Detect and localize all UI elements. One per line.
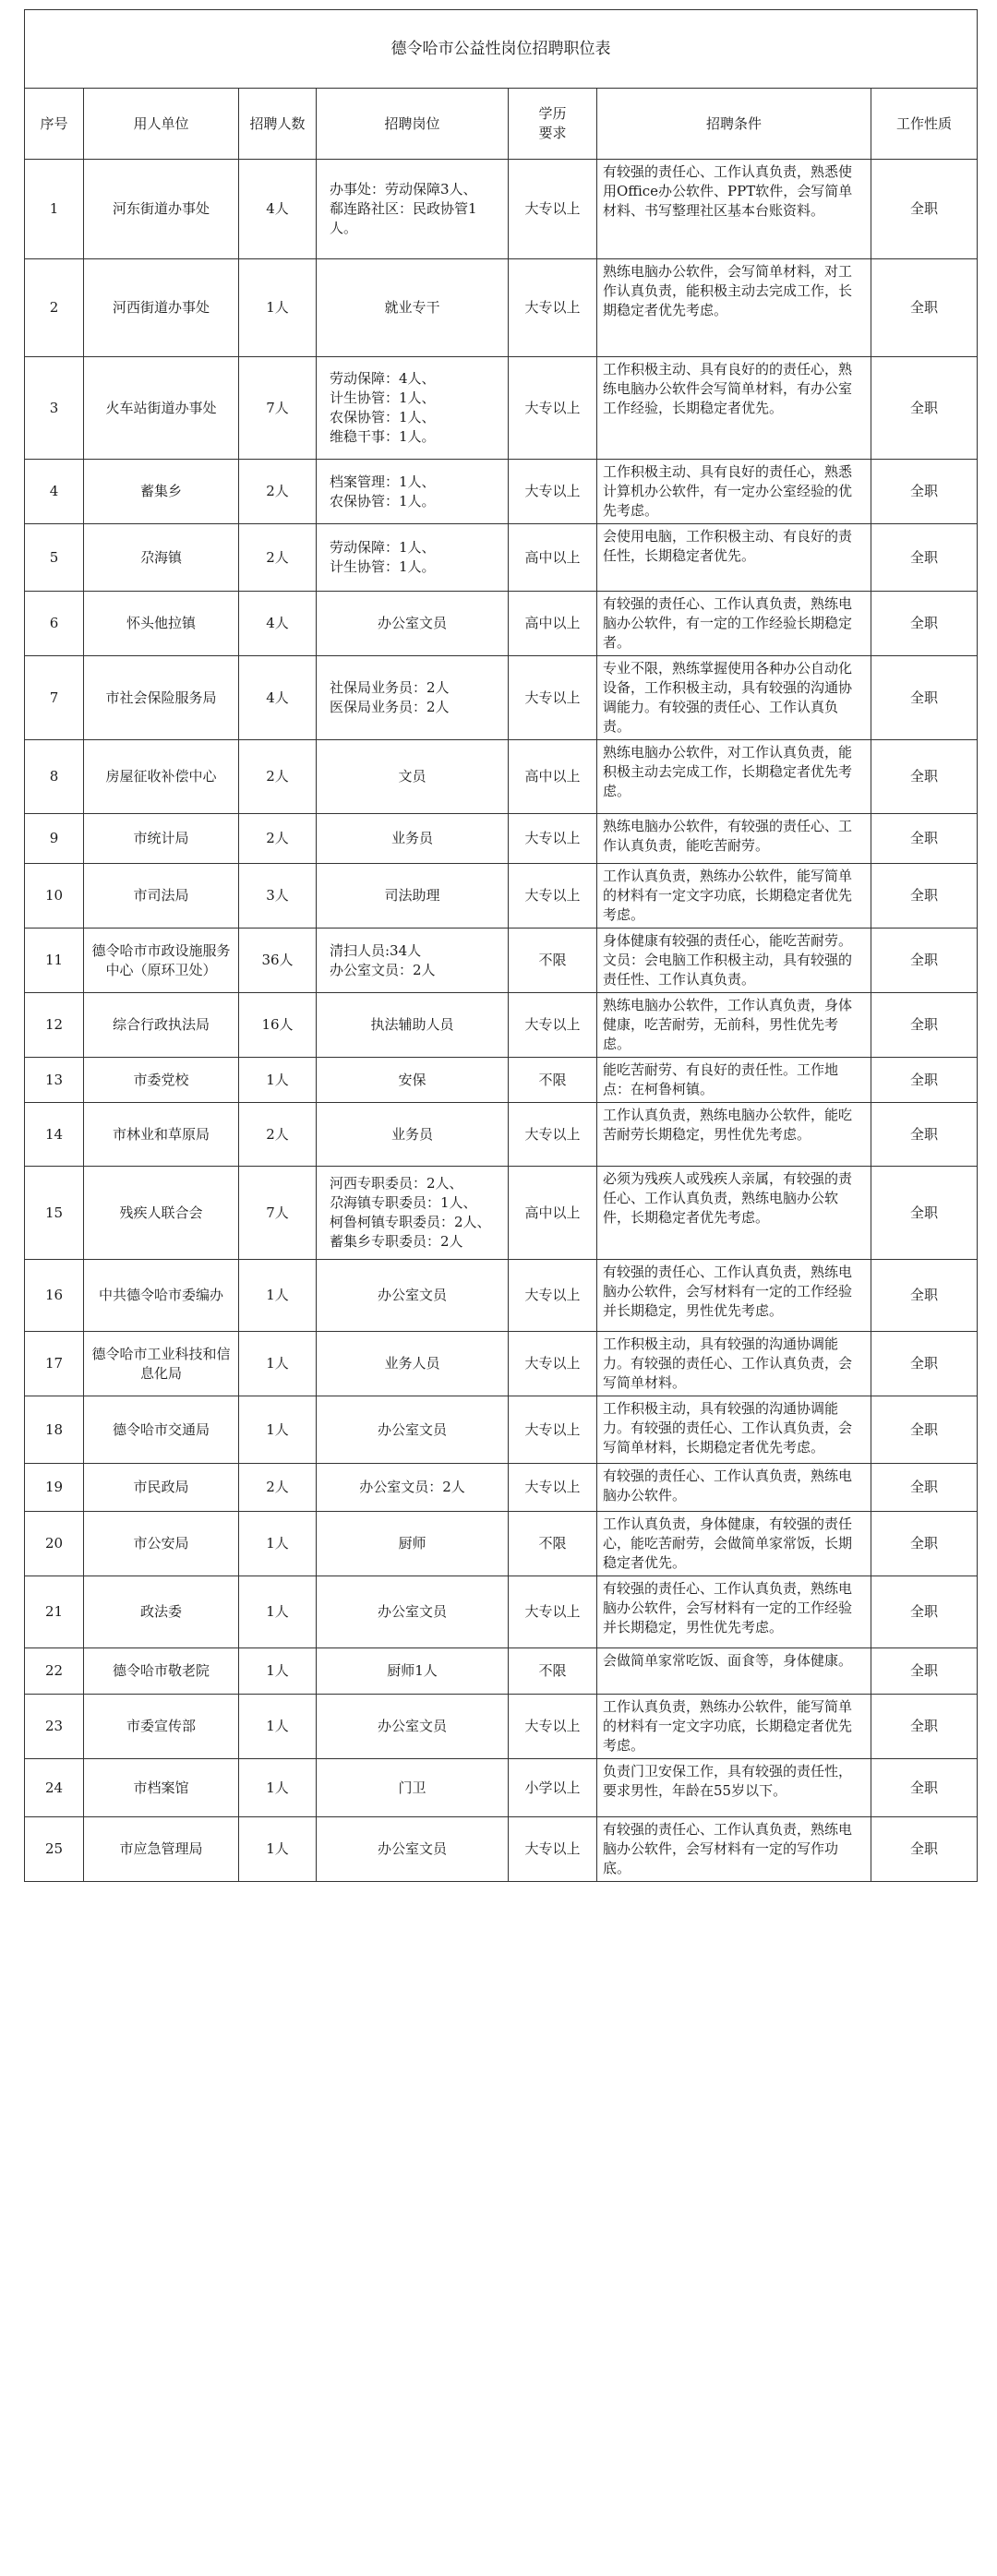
table-row [25, 993, 978, 1058]
cell-unit: 蓄集乡 [84, 460, 239, 524]
cell-condition: 会使用电脑，工作积极主动、有良好的责任性，长期稳定者优先。 [597, 524, 871, 592]
cell-work-type: 全职 [871, 1167, 978, 1260]
cell-unit: 德令哈市敬老院 [84, 1648, 239, 1695]
cell-post: 清扫人员:34人 办公室文员：2人 [317, 929, 509, 993]
cell-post: 办公室文员 [317, 1396, 509, 1464]
cell-condition: 身体健康有较强的责任心，能吃苦耐劳。文员：会电脑工作积极主动，具有较强的责任性、工作认真负责。 [597, 929, 871, 993]
cell-condition: 熟练电脑办公软件，工作认真负责，身体健康，吃苦耐劳，无前科，男性优先考虑。 [597, 993, 871, 1058]
cell-post: 执法辅助人员 [317, 993, 509, 1058]
header-seq: 序号 [25, 89, 84, 160]
cell-count: 1人 [239, 1260, 317, 1332]
cell-post: 门卫 [317, 1759, 509, 1817]
cell-count: 1人 [239, 1759, 317, 1817]
cell-edu: 不限 [509, 929, 597, 993]
cell-post: 办公室文员 [317, 1817, 509, 1882]
cell-unit: 市林业和草原局 [84, 1103, 239, 1167]
cell-seq: 12 [25, 993, 84, 1058]
cell-count: 4人 [239, 592, 317, 656]
cell-work-type: 全职 [871, 814, 978, 864]
cell-condition: 工作认真负责，熟练电脑办公软件，能吃苦耐劳长期稳定，男性优先考虑。 [597, 1103, 871, 1167]
cell-unit: 房屋征收补偿中心 [84, 740, 239, 814]
cell-count: 1人 [239, 1332, 317, 1396]
cell-unit: 德令哈市工业科技和信息化局 [84, 1332, 239, 1396]
cell-edu: 大专以上 [509, 1260, 597, 1332]
table-row [25, 1464, 978, 1512]
header-cond: 招聘条件 [597, 89, 871, 160]
cell-unit: 综合行政执法局 [84, 993, 239, 1058]
cell-count: 7人 [239, 357, 317, 460]
cell-edu: 大专以上 [509, 656, 597, 740]
table-row [25, 814, 978, 864]
cell-seq: 9 [25, 814, 84, 864]
cell-edu: 高中以上 [509, 524, 597, 592]
cell-post: 办公室文员：2人 [317, 1464, 509, 1512]
cell-unit: 中共德令哈市委编办 [84, 1260, 239, 1332]
cell-condition: 能吃苦耐劳、有良好的责任性。工作地点：在柯鲁柯镇。 [597, 1058, 871, 1103]
cell-unit: 火车站街道办事处 [84, 357, 239, 460]
cell-count: 1人 [239, 1695, 317, 1759]
cell-seq: 1 [25, 160, 84, 259]
cell-count: 1人 [239, 1058, 317, 1103]
cell-edu: 大专以上 [509, 357, 597, 460]
cell-seq: 23 [25, 1695, 84, 1759]
cell-count: 2人 [239, 814, 317, 864]
cell-work-type: 全职 [871, 1695, 978, 1759]
cell-condition: 有较强的责任心、工作认真负责，熟练电脑办公软件，有一定的工作经验长期稳定者。 [597, 592, 871, 656]
cell-seq: 13 [25, 1058, 84, 1103]
cell-work-type: 全职 [871, 1817, 978, 1882]
cell-seq: 8 [25, 740, 84, 814]
cell-seq: 25 [25, 1817, 84, 1882]
cell-post: 档案管理：1人、 农保协管：1人。 [317, 460, 509, 524]
cell-condition: 熟练电脑办公软件，对工作认真负责，能积极主动去完成工作，长期稳定者优先考虑。 [597, 740, 871, 814]
table-row [25, 1759, 978, 1817]
cell-unit: 德令哈市市政设施服务中心（原环卫处） [84, 929, 239, 993]
cell-unit: 市统计局 [84, 814, 239, 864]
cell-work-type: 全职 [871, 929, 978, 993]
cell-work-type: 全职 [871, 259, 978, 357]
cell-seq: 10 [25, 864, 84, 929]
cell-work-type: 全职 [871, 1648, 978, 1695]
table-row [25, 740, 978, 814]
cell-condition: 工作认真负责，熟练办公软件，能写简单的材料有一定文字功底，长期稳定者优先考虑。 [597, 1695, 871, 1759]
cell-edu: 大专以上 [509, 1103, 597, 1167]
cell-post: 文员 [317, 740, 509, 814]
cell-unit: 市社会保险服务局 [84, 656, 239, 740]
cell-post: 业务员 [317, 814, 509, 864]
cell-unit: 政法委 [84, 1576, 239, 1648]
header-type: 工作性质 [871, 89, 978, 160]
cell-edu: 高中以上 [509, 592, 597, 656]
cell-work-type: 全职 [871, 357, 978, 460]
cell-unit: 市应急管理局 [84, 1817, 239, 1882]
cell-condition: 会做简单家常吃饭、面食等，身体健康。 [597, 1648, 871, 1695]
cell-seq: 19 [25, 1464, 84, 1512]
cell-count: 2人 [239, 460, 317, 524]
cell-count: 2人 [239, 524, 317, 592]
cell-seq: 14 [25, 1103, 84, 1167]
cell-condition: 工作积极主动、具有良好的责任心，熟悉计算机办公软件，有一定办公室经验的优先考虑。 [597, 460, 871, 524]
cell-post: 办公室文员 [317, 1695, 509, 1759]
cell-seq: 3 [25, 357, 84, 460]
cell-work-type: 全职 [871, 524, 978, 592]
cell-condition: 工作认真负责，身体健康，有较强的责任心，能吃苦耐劳，会做简单家常饭，长期稳定者优先。 [597, 1512, 871, 1576]
cell-seq: 2 [25, 259, 84, 357]
cell-unit: 德令哈市交通局 [84, 1396, 239, 1464]
table-row [25, 864, 978, 929]
cell-post: 办公室文员 [317, 1576, 509, 1648]
cell-count: 1人 [239, 1512, 317, 1576]
header-edu: 学历 要求 [509, 89, 597, 160]
cell-unit: 河东街道办事处 [84, 160, 239, 259]
cell-work-type: 全职 [871, 1332, 978, 1396]
cell-condition: 工作积极主动，具有较强的沟通协调能力。有较强的责任心、工作认真负责，会写简单材料。 [597, 1332, 871, 1396]
cell-work-type: 全职 [871, 1058, 978, 1103]
cell-count: 7人 [239, 1167, 317, 1260]
cell-edu: 大专以上 [509, 864, 597, 929]
header-post: 招聘岗位 [317, 89, 509, 160]
cell-post: 河西专职委员：2人、 尕海镇专职委员：1人、 柯鲁柯镇专职委员：2人、 蓄集乡专职委员：2人 [317, 1167, 509, 1260]
cell-seq: 21 [25, 1576, 84, 1648]
cell-edu: 大专以上 [509, 1695, 597, 1759]
cell-condition: 必须为残疾人或残疾人亲属，有较强的责任心、工作认真负责，熟练电脑办公软件，长期稳定者优先考虑。 [597, 1167, 871, 1260]
table-row [25, 259, 978, 357]
cell-work-type: 全职 [871, 1103, 978, 1167]
cell-seq: 24 [25, 1759, 84, 1817]
cell-work-type: 全职 [871, 1576, 978, 1648]
table-body [25, 160, 978, 1882]
table-row [25, 1695, 978, 1759]
cell-condition: 有较强的责任心、工作认真负责，熟悉使用Office办公软件、PPT软件，会写简单材料、书写整理社区基本台账资料。 [597, 160, 871, 259]
cell-edu: 不限 [509, 1058, 597, 1103]
cell-work-type: 全职 [871, 993, 978, 1058]
cell-post: 办事处：劳动保障3人、 郗连路社区：民政协管1 人。 [317, 160, 509, 259]
cell-unit: 残疾人联合会 [84, 1167, 239, 1260]
cell-work-type: 全职 [871, 1759, 978, 1817]
cell-edu: 大专以上 [509, 1817, 597, 1882]
cell-seq: 4 [25, 460, 84, 524]
table-row [25, 1512, 978, 1576]
cell-seq: 16 [25, 1260, 84, 1332]
cell-count: 3人 [239, 864, 317, 929]
cell-unit: 尕海镇 [84, 524, 239, 592]
table-row [25, 1103, 978, 1167]
table-row [25, 160, 978, 259]
cell-work-type: 全职 [871, 864, 978, 929]
cell-count: 16人 [239, 993, 317, 1058]
header-unit: 用人单位 [84, 89, 239, 160]
cell-condition: 专业不限，熟练掌握使用各种办公自动化设备，工作积极主动，具有较强的沟通协调能力。有较强的责任心、工作认真负责。 [597, 656, 871, 740]
cell-edu: 大专以上 [509, 259, 597, 357]
table-row [25, 1167, 978, 1260]
table-row [25, 656, 978, 740]
cell-work-type: 全职 [871, 656, 978, 740]
cell-work-type: 全职 [871, 740, 978, 814]
cell-post: 安保 [317, 1058, 509, 1103]
cell-count: 1人 [239, 259, 317, 357]
table-row [25, 524, 978, 592]
cell-post: 厨师 [317, 1512, 509, 1576]
recruitment-table-sheet [24, 9, 977, 1882]
cell-seq: 7 [25, 656, 84, 740]
table-row [25, 460, 978, 524]
table-row [25, 357, 978, 460]
header-count: 招聘人数 [239, 89, 317, 160]
cell-edu: 大专以上 [509, 1464, 597, 1512]
cell-post: 社保局业务员：2人 医保局业务员：2人 [317, 656, 509, 740]
recruitment-table [24, 9, 978, 1882]
cell-condition: 有较强的责任心、工作认真负责，熟练电脑办公软件，会写材料有一定的写作功底。 [597, 1817, 871, 1882]
cell-count: 4人 [239, 160, 317, 259]
cell-condition: 熟练电脑办公软件，有较强的责任心、工作认真负责，能吃苦耐劳。 [597, 814, 871, 864]
cell-condition: 熟练电脑办公软件，会写简单材料，对工作认真负责，能积极主动去完成工作，长期稳定者优先考虑。 [597, 259, 871, 357]
table-row [25, 1332, 978, 1396]
table-row [25, 592, 978, 656]
cell-count: 2人 [239, 1464, 317, 1512]
cell-post: 办公室文员 [317, 1260, 509, 1332]
table-row [25, 929, 978, 993]
cell-count: 36人 [239, 929, 317, 993]
table-row [25, 1396, 978, 1464]
cell-unit: 市委宣传部 [84, 1695, 239, 1759]
cell-work-type: 全职 [871, 1464, 978, 1512]
cell-count: 1人 [239, 1576, 317, 1648]
cell-edu: 小学以上 [509, 1759, 597, 1817]
cell-work-type: 全职 [871, 160, 978, 259]
cell-post: 业务人员 [317, 1332, 509, 1396]
cell-unit: 市公安局 [84, 1512, 239, 1576]
cell-post: 厨师1人 [317, 1648, 509, 1695]
cell-post: 就业专干 [317, 259, 509, 357]
cell-seq: 15 [25, 1167, 84, 1260]
cell-edu: 大专以上 [509, 1332, 597, 1396]
cell-condition: 有较强的责任心、工作认真负责，熟练电脑办公软件，会写材料有一定的工作经验并长期稳定，男性优先考虑。 [597, 1260, 871, 1332]
cell-post: 业务员 [317, 1103, 509, 1167]
cell-unit: 怀头他拉镇 [84, 592, 239, 656]
cell-condition: 负责门卫安保工作，具有较强的责任性，要求男性，年龄在55岁以下。 [597, 1759, 871, 1817]
cell-count: 2人 [239, 740, 317, 814]
table-row [25, 1576, 978, 1648]
table-row [25, 1058, 978, 1103]
cell-unit: 市委党校 [84, 1058, 239, 1103]
cell-edu: 大专以上 [509, 993, 597, 1058]
cell-condition: 有较强的责任心、工作认真负责，熟练电脑办公软件，会写材料有一定的工作经验并长期稳定，男性优先考虑。 [597, 1576, 871, 1648]
cell-edu: 大专以上 [509, 160, 597, 259]
cell-unit: 市民政局 [84, 1464, 239, 1512]
cell-edu: 大专以上 [509, 460, 597, 524]
cell-edu: 高中以上 [509, 1167, 597, 1260]
cell-unit: 河西街道办事处 [84, 259, 239, 357]
cell-condition: 工作认真负责，熟练办公软件，能写简单的材料有一定文字功底，长期稳定者优先考虑。 [597, 864, 871, 929]
cell-seq: 5 [25, 524, 84, 592]
cell-post: 劳动保障：1人、 计生协管：1人。 [317, 524, 509, 592]
cell-work-type: 全职 [871, 460, 978, 524]
cell-condition: 工作积极主动，具有较强的沟通协调能力。有较强的责任心、工作认真负责，会写简单材料，长期稳定者优先考虑。 [597, 1396, 871, 1464]
cell-edu: 大专以上 [509, 814, 597, 864]
cell-condition: 有较强的责任心、工作认真负责，熟练电脑办公软件。 [597, 1464, 871, 1512]
table-row [25, 1817, 978, 1882]
header-row [25, 89, 978, 160]
table-row [25, 1648, 978, 1695]
cell-work-type: 全职 [871, 1260, 978, 1332]
cell-seq: 11 [25, 929, 84, 993]
cell-work-type: 全职 [871, 1396, 978, 1464]
table-title: 德令哈市公益性岗位招聘职位表 [25, 10, 978, 89]
cell-count: 1人 [239, 1648, 317, 1695]
cell-seq: 18 [25, 1396, 84, 1464]
cell-condition: 工作积极主动、具有良好的的责任心，熟练电脑办公软件会写简单材料，有办公室工作经验，长期稳定者优先。 [597, 357, 871, 460]
cell-seq: 6 [25, 592, 84, 656]
cell-work-type: 全职 [871, 592, 978, 656]
cell-post: 办公室文员 [317, 592, 509, 656]
cell-post: 司法助理 [317, 864, 509, 929]
cell-unit: 市司法局 [84, 864, 239, 929]
cell-count: 4人 [239, 656, 317, 740]
cell-count: 1人 [239, 1396, 317, 1464]
table-row [25, 1260, 978, 1332]
cell-unit: 市档案馆 [84, 1759, 239, 1817]
cell-seq: 22 [25, 1648, 84, 1695]
cell-edu: 不限 [509, 1512, 597, 1576]
cell-count: 1人 [239, 1817, 317, 1882]
cell-edu: 高中以上 [509, 740, 597, 814]
cell-edu: 大专以上 [509, 1396, 597, 1464]
cell-work-type: 全职 [871, 1512, 978, 1576]
cell-edu: 不限 [509, 1648, 597, 1695]
cell-seq: 17 [25, 1332, 84, 1396]
cell-seq: 20 [25, 1512, 84, 1576]
cell-count: 2人 [239, 1103, 317, 1167]
cell-post: 劳动保障：4人、 计生协管：1人、 农保协管：1人、 维稳干事：1人。 [317, 357, 509, 460]
cell-edu: 大专以上 [509, 1576, 597, 1648]
